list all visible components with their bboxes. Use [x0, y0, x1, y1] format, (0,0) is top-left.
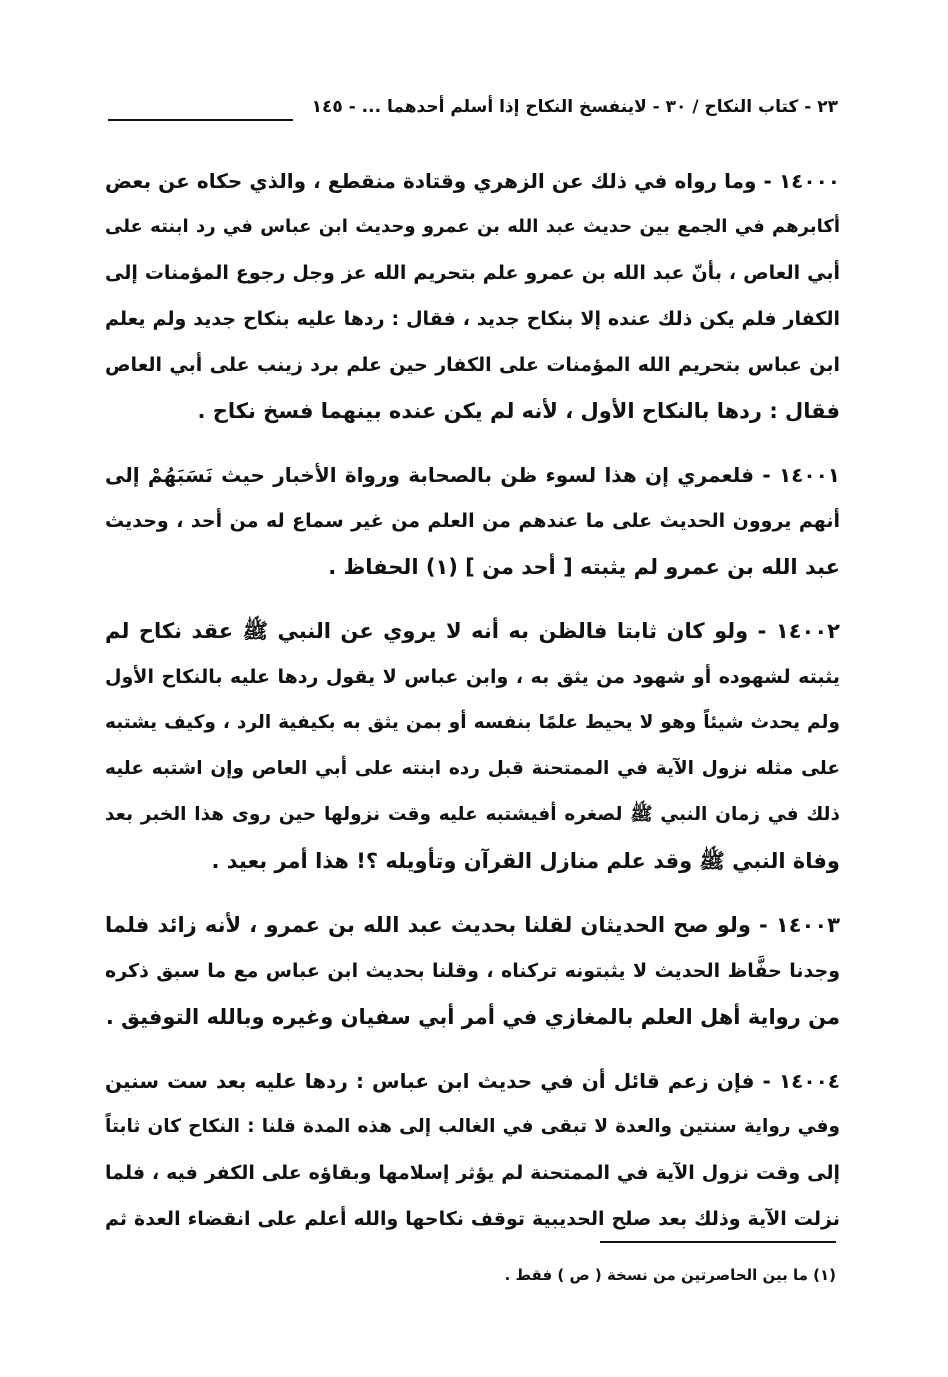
paragraph-14000: [105, 158, 840, 434]
running-header-text: ٢٣ - كتاب النكاح / ٣٠ - لاينفسخ النكاح إذا أسلم أحدهما ... - ١٤٥: [311, 97, 838, 117]
text-line: ١٤٠٠٢ - ولو كان ثابتا فالظن به أنه لا يروي عن النبي ﷺ عقد نكاح لم: [105, 619, 840, 643]
text-line: ذلك في زمان النبي ﷺ لصغره أفيشتبه عليه وقت نزولها حين روى هذا الخبر بعد: [105, 804, 840, 825]
text-line: على مثله نزول الآية في الممتحنة قبل رده ابنته على أبي العاص وإن اشتبه عليه: [105, 758, 840, 779]
text-line: فقال : ردها بالنكاح الأول ، لأنه لم يكن عنده بينهما فسخ نكاح .: [197, 399, 840, 423]
header-rule: [108, 119, 293, 121]
text-line: وفي رواية سنتين والعدة لا تبقى في الغالب إلى هذه المدة قلنا : النكاح كان ثابتاً: [105, 1116, 840, 1137]
paragraph-14004: [105, 1058, 840, 1242]
footnote: (١) ما بين الحاصرتين من نسخة ( ص ) فقط .: [504, 1266, 836, 1284]
paragraph-14001: [105, 452, 840, 590]
text-line: وجدنا حفَّاظ الحديث لا يثبتونه تركناه ، وقلنا بحديث ابن عباس مع ما سبق ذكره: [105, 960, 840, 982]
text-line: إلى وقت نزول الآية في الممتحنة لم يؤثر إسلامها وبقاؤه على الكفر فيه ، فلما: [105, 1162, 840, 1184]
text-line: أكابرهم في الجمع بين حديث عبد الله بن عمرو وحديث ابن عباس في رد ابنته على: [105, 216, 840, 237]
paragraph-14003: [105, 902, 840, 1040]
footnote-rule: [600, 1241, 836, 1243]
text-line: يثبته لشهوده أو شهود من يثق به ، وابن عباس لا يقول ردها عليه بالنكاح الأول: [105, 666, 840, 688]
text-line: وفاة النبي ﷺ وقد علم منازل القرآن وتأويله ؟! هذا أمر بعيد .: [211, 849, 840, 873]
main-text: [105, 158, 840, 1260]
text-line: ١٤٠٠٠ - وما رواه في ذلك عن الزهري وقتادة منقطع ، والذي حكاه عن بعض: [105, 169, 840, 193]
text-line: أنهم يروون الحديث على ما عندهم من العلم من غير سماع له من أحد ، وحديث: [105, 510, 840, 532]
text-line: ١٤٠٠٤ - فإن زعم قائل أن في حديث ابن عباس : ردها عليه بعد ست سنين: [105, 1069, 840, 1093]
text-line: الكفار فلم يكن ذلك عنده إلا بنكاح جديد ، فقال : ردها عليه بنكاح جديد ولم يعلم: [105, 308, 840, 330]
running-header: [108, 92, 838, 132]
text-line: ١٤٠٠١ - فلعمري إن هذا لسوء ظن بالصحابة ورواة الأخبار حيث نَسَبَهُمْ إلى: [105, 463, 840, 487]
text-line: نزلت الآية وذلك بعد صلح الحديبية توقف نكاحها والله أعلم على انقضاء العدة ثم: [105, 1208, 840, 1230]
text-line: من رواية أهل العلم بالمغازي في أمر أبي سفيان وغيره وبالله التوفيق .: [105, 1005, 840, 1029]
text-line: ولم يحدث شيئاً وهو لا يحيط علمًا بنفسه أو بمن يثق به بكيفية الرد ، وكيف يشتبه: [105, 712, 840, 733]
paragraph-14002: [105, 608, 840, 884]
text-line: أبي العاص ، بأنّ عبد الله بن عمرو علم بتحريم الله عز وجل رجوع المؤمنات إلى: [105, 262, 840, 284]
text-line: ١٤٠٠٣ - ولو صح الحديثان لقلنا بحديث عبد الله بن عمرو ، لأنه زائد فلما: [105, 913, 840, 937]
text-line: عبد الله بن عمرو لم يثبته [ أحد من ] (١) الحفاظ .: [328, 555, 840, 579]
text-line: ابن عباس بتحريم الله المؤمنات على الكفار حين علم برد زينب على أبي العاص: [105, 354, 840, 376]
